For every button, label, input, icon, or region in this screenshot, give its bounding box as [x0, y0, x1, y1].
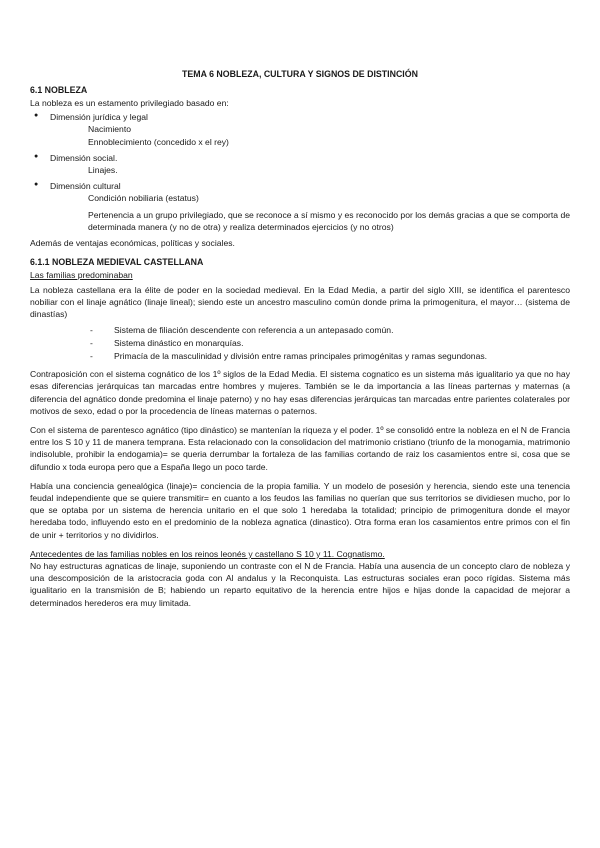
paragraph-3: Con el sistema de parentesco agnático (tipo dinástico) se mantenían la riqueza y el poder. 1º se consolidó entre la nobleza en el N de Francia entre los S 10 y 11 de manera temprana. Esta relacionado con la consolidacion del matrimonio cristiano (triunfo de la monogamia, matrimonio indisoluble, prohibir la endogamia)= se queria derrumbar la fortaleza de las familias cortando de raiz los casamientos entre si, cosa que se difundio x toda europa pero que a España llego un poco tarde. [30, 424, 570, 472]
bullet-label: ● Dimensión jurídica y legal [50, 112, 148, 123]
paragraph-1: La nobleza castellana era la élite de poder en la sociedad medieval. En la Edad Media, a partir del siglo XIII, se identifica el parentesco nobiliar con el linaje agnático (linaje lineal); siendo este un ancestro masculino común donde prima la primogenitura, el mayor… (sistema de dinastías) [30, 284, 570, 320]
bullet-sub-item: Linajes. [88, 164, 118, 175]
subheading-antecedentes: Antecedentes de las familias nobles en los reinos leonés y castellano S 10 y 11. Cognatismo. [30, 548, 385, 559]
dash-list [30, 324, 570, 363]
bullet-label: ● Dimensión social. [50, 152, 118, 163]
document-page [30, 68, 570, 609]
paragraph-5: No hay estructuras agnaticas de linaje, suponiendo un contraste con el N de Francia. Había una ausencia de un concepto claro de nobleza y una descomposición de la aristocracia goda con Al andalus y la Reconquista. Las estructuras sociales eran poco rígidas. Sistema más igualitario en la transmisión de B; habiendo un reparto equitativo de la herencia entre hijos e hijas donde la capacidad de mejorar a determinados herederos era muy limitada. [30, 560, 570, 608]
bullet-item [30, 152, 570, 176]
document-title: TEMA 6 NOBLEZA, CULTURA Y SIGNOS DE DISTINCIÓN [182, 69, 418, 79]
nobleza-intro: La nobleza es un estamento privilegiado basado en: [30, 97, 229, 108]
subheading-familias: Las familias predominaban [30, 269, 133, 280]
bullet-label: ● Dimensión cultural [50, 181, 121, 192]
bullet-sub-item: Pertenencia a un grupo privilegiado, que se reconoce a sí mismo y es reconocido por los demás gracias a que se comporta de determinada manera (y no de otra) y realiza determinados ejercicios (y no otros) [88, 209, 570, 232]
section-heading-nobleza: 6.1 NOBLEZA [30, 85, 88, 96]
paragraph-2: Contraposición con el sistema cognático de los 1º siglos de la Edad Media. El sistema cognatico es un sistema más igualitario ya que no hay esas diferencias jerárquicas tan marcadas entre hombres y mujeres. También se le da importancia a las líneas parternas y maternas (a diferencia del agnático donde predomina el linaje paterno) y no hay esas diferencias jerárquicas tan marcadas entre parientes colaterales por motivos de sexo, edad o por la procedencia de líneas maternas o paternos. [30, 369, 570, 416]
section-heading-nobleza-medieval: 6.1.1 NOBLEZA MEDIEVAL CASTELLANA [30, 257, 204, 268]
paragraph-4: Había una conciencia genealógica (linaje)= conciencia de la propia familia. Y un modelo de posesión y herencia, siendo este una tenencia feudal independiente que se quiere transmitir= en cuanto a los feudos las familias no querían que sus territorios se dividiesen mucho, por lo que se optaba por un sistema de herencia unitario en el que solo 1 heredaba la totalidad; principio de primogenitura donde el mayor heredaba todo, influyendo esto en el predominio de la nobleza agnatica (dinastico). Otra forma eran los casamientos entre primos con el fin de unir + territorios y no dividirlos. [30, 480, 570, 540]
dash-item: - Sistema dinástico en monarquías. [30, 337, 570, 349]
bullet-sub-item: Nacimiento [88, 124, 131, 135]
bullet-item [30, 180, 570, 233]
bullet-sub-item: Condición nobiliaria (estatus) [88, 193, 199, 204]
bullet-sub-item: Ennoblecimiento (concedido x el rey) [88, 136, 229, 147]
nobleza-outro: Además de ventajas económicas, políticas y sociales. [30, 238, 235, 248]
bullet-item [30, 111, 570, 148]
dash-item: - Primacía de la masculinidad y división entre ramas principales primogénitas y ramas segundonas. [30, 350, 570, 362]
dash-item: - Sistema de filiación descendente con referencia a un antepasado común. [30, 324, 570, 336]
dimension-list [30, 111, 570, 233]
